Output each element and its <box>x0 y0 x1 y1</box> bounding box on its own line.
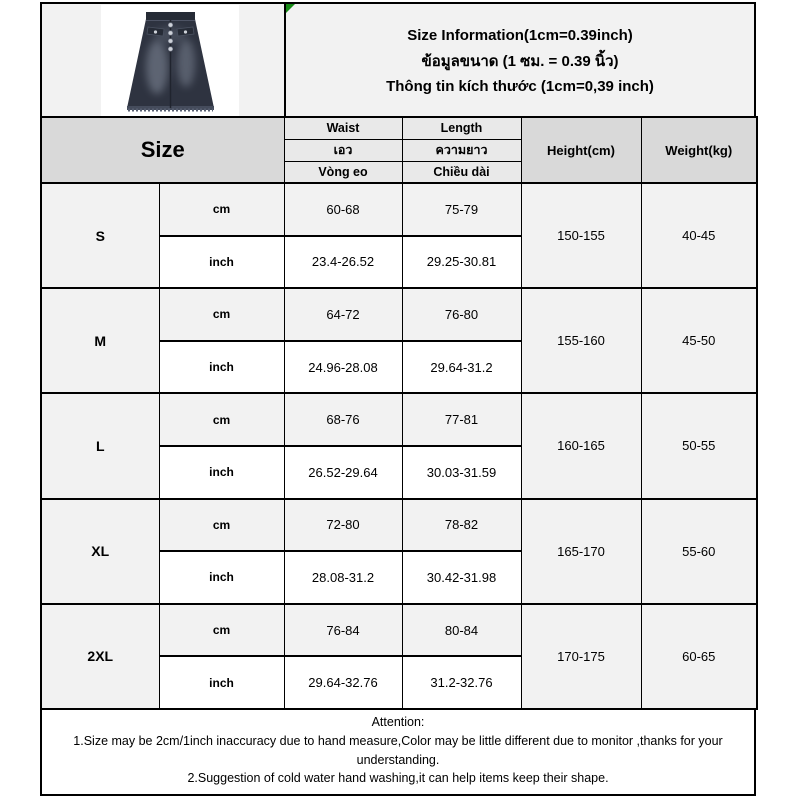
unit-label-inch: inch <box>159 656 284 709</box>
length-cm-value: 75-79 <box>402 183 521 236</box>
size-label-m: M <box>41 288 159 393</box>
unit-label-cm: cm <box>159 393 284 446</box>
attention-note-1: 1.Size may be 2cm/1inch inaccuracy due to hand measure,Color may be little different due to monitor ,thanks for your understanding. <box>73 733 723 767</box>
weight-value: 50-55 <box>641 393 757 498</box>
waist-header-en: Waist <box>284 117 402 139</box>
table-row-xl-cm <box>41 499 757 552</box>
length-inch-value: 30.42-31.98 <box>402 551 521 604</box>
unit-label-cm: cm <box>159 604 284 657</box>
weight-value: 60-65 <box>641 604 757 709</box>
size-label-s: S <box>41 183 159 288</box>
size-label-l: L <box>41 393 159 498</box>
waist-header-th: เอว <box>284 139 402 161</box>
title-line-vietnamese: Thông tin kích thước (1cm=0,39 inch) <box>386 78 654 95</box>
waist-inch-value: 29.64-32.76 <box>284 656 402 709</box>
height-value: 160-165 <box>521 393 641 498</box>
denim-skirt-image <box>102 5 239 117</box>
length-cm-value: 80-84 <box>402 604 521 657</box>
table-row-l-cm <box>41 393 757 446</box>
size-column-header: Size <box>41 117 284 183</box>
unit-label-cm: cm <box>159 183 284 236</box>
weight-value: 45-50 <box>641 288 757 393</box>
attention-note-2: 2.Suggestion of cold water hand washing,it can help items keep their shape. <box>187 771 609 786</box>
unit-label-inch: inch <box>159 236 284 289</box>
waist-cm-value: 64-72 <box>284 288 402 341</box>
unit-label-inch: inch <box>159 446 284 499</box>
attention-heading: Attention: <box>371 715 425 729</box>
length-cm-value: 76-80 <box>402 288 521 341</box>
length-header-th: ความยาว <box>402 139 521 161</box>
size-information-title-cell <box>286 4 754 118</box>
weight-value: 40-45 <box>641 183 757 288</box>
size-label-2xl: 2XL <box>41 604 159 709</box>
height-value: 165-170 <box>521 499 641 604</box>
product-photo-cell <box>42 4 286 118</box>
unit-label-inch: inch <box>159 551 284 604</box>
attention-box <box>40 708 756 796</box>
length-inch-value: 30.03-31.59 <box>402 446 521 499</box>
length-inch-value: 31.2-32.76 <box>402 656 521 709</box>
table-row-2xl-cm <box>41 604 757 657</box>
table-row-m-cm <box>41 288 757 341</box>
height-value: 150-155 <box>521 183 641 288</box>
length-inch-value: 29.64-31.2 <box>402 341 521 394</box>
height-value: 170-175 <box>521 604 641 709</box>
product-photo <box>101 5 239 117</box>
length-cm-value: 77-81 <box>402 393 521 446</box>
waist-cm-value: 60-68 <box>284 183 402 236</box>
weight-column-header: Weight(kg) <box>641 117 757 183</box>
waist-inch-value: 24.96-28.08 <box>284 341 402 394</box>
length-header-en: Length <box>402 117 521 139</box>
length-header-vi: Chiều dài <box>402 161 521 183</box>
waist-inch-value: 23.4-26.52 <box>284 236 402 289</box>
waist-inch-value: 28.08-31.2 <box>284 551 402 604</box>
unit-label-cm: cm <box>159 499 284 552</box>
height-value: 155-160 <box>521 288 641 393</box>
title-line-thai: ข้อมูลขนาด (1 ซม. = 0.39 นิ้ว) <box>421 53 619 70</box>
size-label-xl: XL <box>41 499 159 604</box>
unit-label-inch: inch <box>159 341 284 394</box>
waist-inch-value: 26.52-29.64 <box>284 446 402 499</box>
weight-value: 55-60 <box>641 499 757 604</box>
waist-cm-value: 68-76 <box>284 393 402 446</box>
length-cm-value: 78-82 <box>402 499 521 552</box>
waist-header-vi: Vòng eo <box>284 161 402 183</box>
waist-cm-value: 76-84 <box>284 604 402 657</box>
size-table <box>40 116 758 710</box>
height-column-header: Height(cm) <box>521 117 641 183</box>
unit-label-cm: cm <box>159 288 284 341</box>
length-inch-value: 29.25-30.81 <box>402 236 521 289</box>
waist-cm-value: 72-80 <box>284 499 402 552</box>
title-section <box>40 2 756 118</box>
comment-marker-icon <box>286 4 295 13</box>
title-line-english: Size Information(1cm=0.39inch) <box>407 27 633 44</box>
table-row-s-cm <box>41 183 757 236</box>
